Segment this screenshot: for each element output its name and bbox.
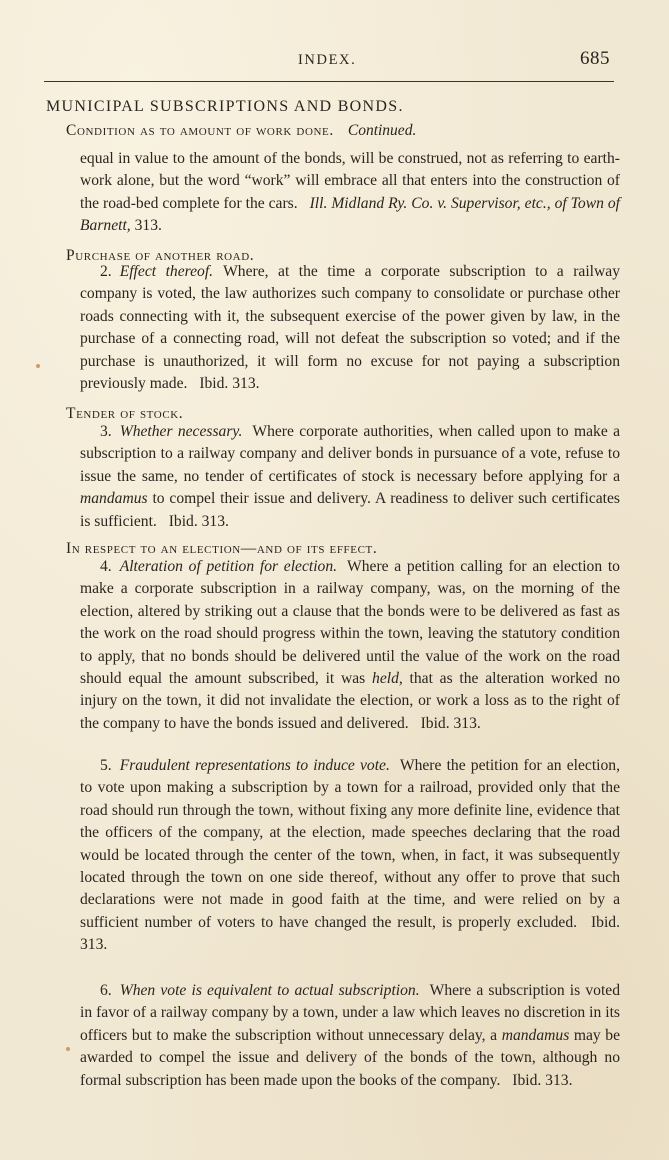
section-heading-text: Condition as to amount of work done. [66, 122, 334, 139]
paragraph-text: Where corporate authorities, when called upon to make a subscription to a railway company and deliver bonds in pursuance of a vote, refuse to issue the same, no tender of certificates of stock is necessary before applying for a [80, 423, 621, 485]
paragraph-title: Fraudulent representations to induce vote. [119, 757, 390, 774]
paragraph-number: 3. [100, 423, 112, 440]
page-number: 685 [580, 48, 610, 69]
paragraph-1-continued [80, 148, 620, 238]
page-reference: 313. [134, 217, 162, 235]
paper-speck [36, 364, 40, 368]
paragraph-body [80, 421, 620, 533]
paragraph-title: Whether necessary. [119, 423, 243, 440]
paragraph-body [80, 261, 620, 395]
paragraph-number: 2. [100, 263, 112, 280]
citation: Ibid. 313. [420, 714, 481, 732]
section-heading-text: In respect to an election—and of its effect. [66, 540, 378, 557]
italic-term: held, [372, 670, 403, 688]
running-head [0, 48, 669, 72]
paragraph-text: to compel their issue and delivery. A readiness to deliver such certificates is sufficient. [80, 490, 621, 530]
paragraph-text: Where a subscription is voted in favor of a railway company by a town, under a law which leaves no discretion in its officers but to make the subscription without unnecessary delay, a [80, 982, 620, 1044]
paragraph-5 [80, 755, 620, 957]
section-heading-text: Purchase of another road. [66, 247, 255, 264]
italic-term: mandamus [80, 490, 148, 508]
citation: Ibid. 313. [512, 1071, 573, 1089]
continued-label: Continued. [347, 122, 417, 139]
citation: Ibid. 313. [168, 512, 229, 530]
paragraph-2 [80, 261, 620, 395]
citation: Ibid. 313. [199, 375, 260, 393]
paragraph-body [80, 755, 620, 957]
paper-speck [66, 1047, 70, 1051]
case-citation: Ill. Midland Ry. Co. v. Supervisor, etc., of Town of Barnett, [80, 194, 620, 235]
section-heading-condition [66, 122, 416, 140]
paragraph-body [80, 980, 620, 1092]
paragraph-3 [80, 421, 620, 533]
main-heading: MUNICIPAL SUBSCRIPTIONS AND BONDS. [46, 98, 404, 115]
header-rule [44, 81, 614, 82]
paragraph-6 [80, 980, 620, 1092]
paragraph-text: may be awarded to compel the issue and delivery of the bonds of the town, although no formal subscription has been made upon the books of the company. [80, 1026, 621, 1089]
paragraph-text: equal in value to the amount of the bonds, will be construed, not as referring to earth-work alone, but the word “work” will embrace all that enters into the construction of the road-bed complete for the cars. [80, 150, 620, 212]
paragraph-body [80, 556, 620, 735]
paragraph-title: When vote is equivalent to actual subscription. [119, 982, 420, 999]
italic-term: mandamus [501, 1026, 570, 1044]
paragraph-number: 5. [100, 757, 112, 774]
paragraph-text: Where the petition for an election, to vote upon making a subscription by a town for a railroad, provided only that the road should run through the town, without fixing any more definite line, evidence that the officers of the company, at the election, made speeches declaring that the road would be located through the center of the town, when, in fact, it was subsequently located through the town on one side thereof, without any offer to prove that such declarations were not made in good faith at the time, and were relied on by a sufficient number of voters to have changed the result, is properly excluded. [80, 757, 620, 931]
paragraph-text: Where a petition calling for an election to make a corporate subscription in a railway company, was, on the morning of the election, altered by striking out a clause that the bonds were to be delivered as fast as the work on the road should progress within the town, leaving the statutory condition to apply, that no bonds should be delivered until the value of the work on the road should equal the amount subscribed, it was [80, 558, 620, 688]
citation: Ibid. 313. [80, 913, 620, 954]
paragraph-title: Effect thereof. [119, 263, 214, 280]
paragraph-number: 4. [100, 558, 112, 575]
paragraph-text: that as the alteration worked no injury on the town, it did not invalidate the election, or work a loss as to the right of the company to have the bonds issued and delivered. [80, 670, 620, 732]
paragraph-title: Alteration of petition for election. [119, 558, 338, 575]
paragraph-text: Where, at the time a corporate subscription to a railway company is voted, the law authorizes such company to consolidate or purchase other roads connecting with it, the subsequent exercise of the power given by law, in the purchase of a connecting road, will not defeat the subscription so voted; and if the purchase is unauthorized, it will form no excuse for not paying a subscription previously made. [80, 263, 620, 393]
running-title: INDEX. [298, 52, 357, 68]
paragraph-4 [80, 556, 620, 735]
section-heading-text: Tender of stock. [66, 405, 184, 422]
paragraph-number: 6. [100, 982, 112, 999]
